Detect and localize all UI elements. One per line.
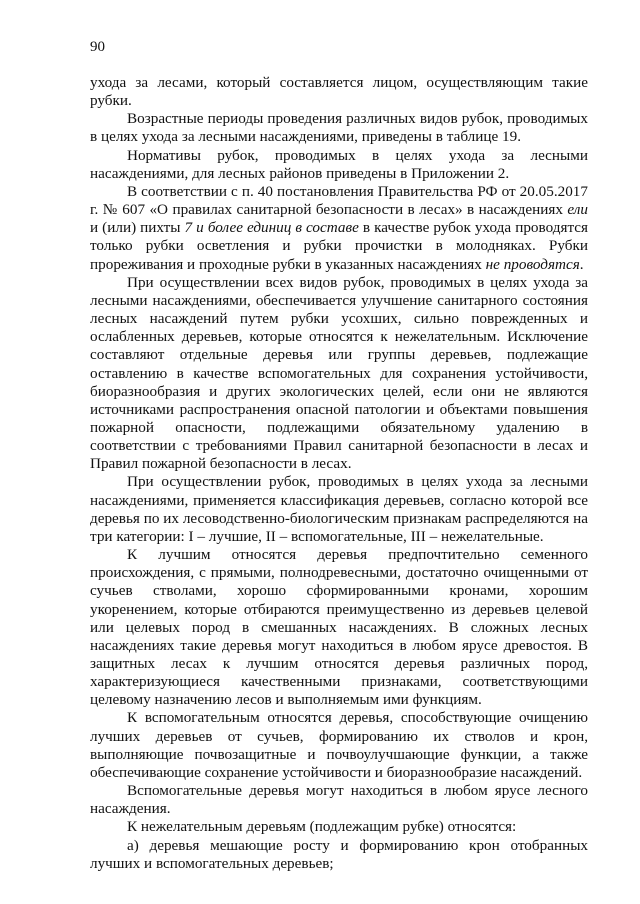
paragraph-regulation-607: [90, 183, 588, 274]
body-text: [90, 74, 588, 873]
page-number: 90: [90, 39, 105, 55]
paragraph-auxiliary-tier: Вспомогательные деревья могут находиться в любом ярусе лесного насаждения.: [90, 782, 588, 818]
italic-composition: 7 и более единиц в составе: [184, 219, 359, 237]
text-segment: .: [579, 255, 584, 273]
paragraph-sanitary-improvement: При осуществлении всех видов рубок, проводимых в целях ухода за лесными насаждениями, обеспечивается улучшение санитарного состояния лесных насаждений путем рубки усохших, сильно поврежденных и ослабленных деревьев, которые относятся к нежелательным. Исключение составляют отдельные деревья или группы деревьев, подлежащие оставлению в качестве вспомогательных для сохранения устойчивости, биоразнообразия и других экологических целей, если они не являются источниками распространения опасной патологии и объектами повышения пожарной опасности, подлежащими обязательному удалению в соответствии с требованиями Правил санитарной безопасности в лесах и Правил пожарной безопасности в лесах.: [90, 273, 588, 473]
paragraph-norms: Нормативы рубок, проводимых в целях ухода за лесными насаждениями, для лесных районов приведены в Приложении 2.: [90, 146, 588, 182]
paragraph-best-trees: К лучшим относятся деревья предпочтительно семенного происхождения, с прямыми, полнодревесными, достаточно очищенными от сучьев стволами, хорошо сформированными кронами, хорошим укоренением, которые отбираются преимущественно из деревьев целевой или целевых пород в смешанных насаждениях. В сложных лесных насаждениях такие деревья могут находиться в любом ярусе древостоя. В защитных лесах к лучшим относятся деревья различных пород, характеризующиеся качественными признаками, соответствующими целевому назначению лесов и выполняемым ими функциям.: [90, 546, 588, 709]
text-segment: В соответствии с п. 40 постановления Правительства РФ от 20.05.2017 г. № 607 «О правилах санитарной безопасности в лесах» в насаждениях: [90, 182, 588, 219]
text-segment: в качестве рубок ухода проводятся только рубки осветления и рубки прочистки в молодняках. Рубки прореживания и проходные рубки в указанных насаждениях: [90, 219, 588, 273]
paragraph-age-periods: Возрастные периоды проведения различных видов рубок, проводимых в целях ухода за лесными насаждениями, приведены в таблице 19.: [90, 110, 588, 146]
paragraph-classification: При осуществлении рубок, проводимых в целях ухода за лесными насаждениями, применяется классификация деревьев, согласно которой все деревья по их лесоводственно-биологическим признакам распределяются на три категории: I – лучшие, II – вспомогательные, III – нежелательные.: [90, 473, 588, 545]
italic-not-conducted: не проводятся: [485, 255, 580, 273]
paragraph-undesirable-intro: К нежелательным деревьям (подлежащим рубке) относятся:: [127, 818, 517, 836]
text-segment: и (или) пихты: [90, 219, 185, 237]
paragraph-auxiliary-trees: К вспомогательным относятся деревья, способствующие очищению лучших деревьев от сучьев, формированию их стволов и крон, выполняющие почвозащитные и почвоулучшающие функции, а также обеспечивающие сохранение устойчивости и биоразнообразие насаждений.: [90, 709, 588, 781]
list-item-a: а) деревья мешающие росту и формированию крон отобранных лучших и вспомогательных деревьев;: [90, 836, 588, 872]
italic-spruce: ели: [567, 201, 588, 219]
paragraph-continuation: ухода за лесами, который составляется лицом, осуществляющим такие рубки.: [90, 74, 588, 110]
